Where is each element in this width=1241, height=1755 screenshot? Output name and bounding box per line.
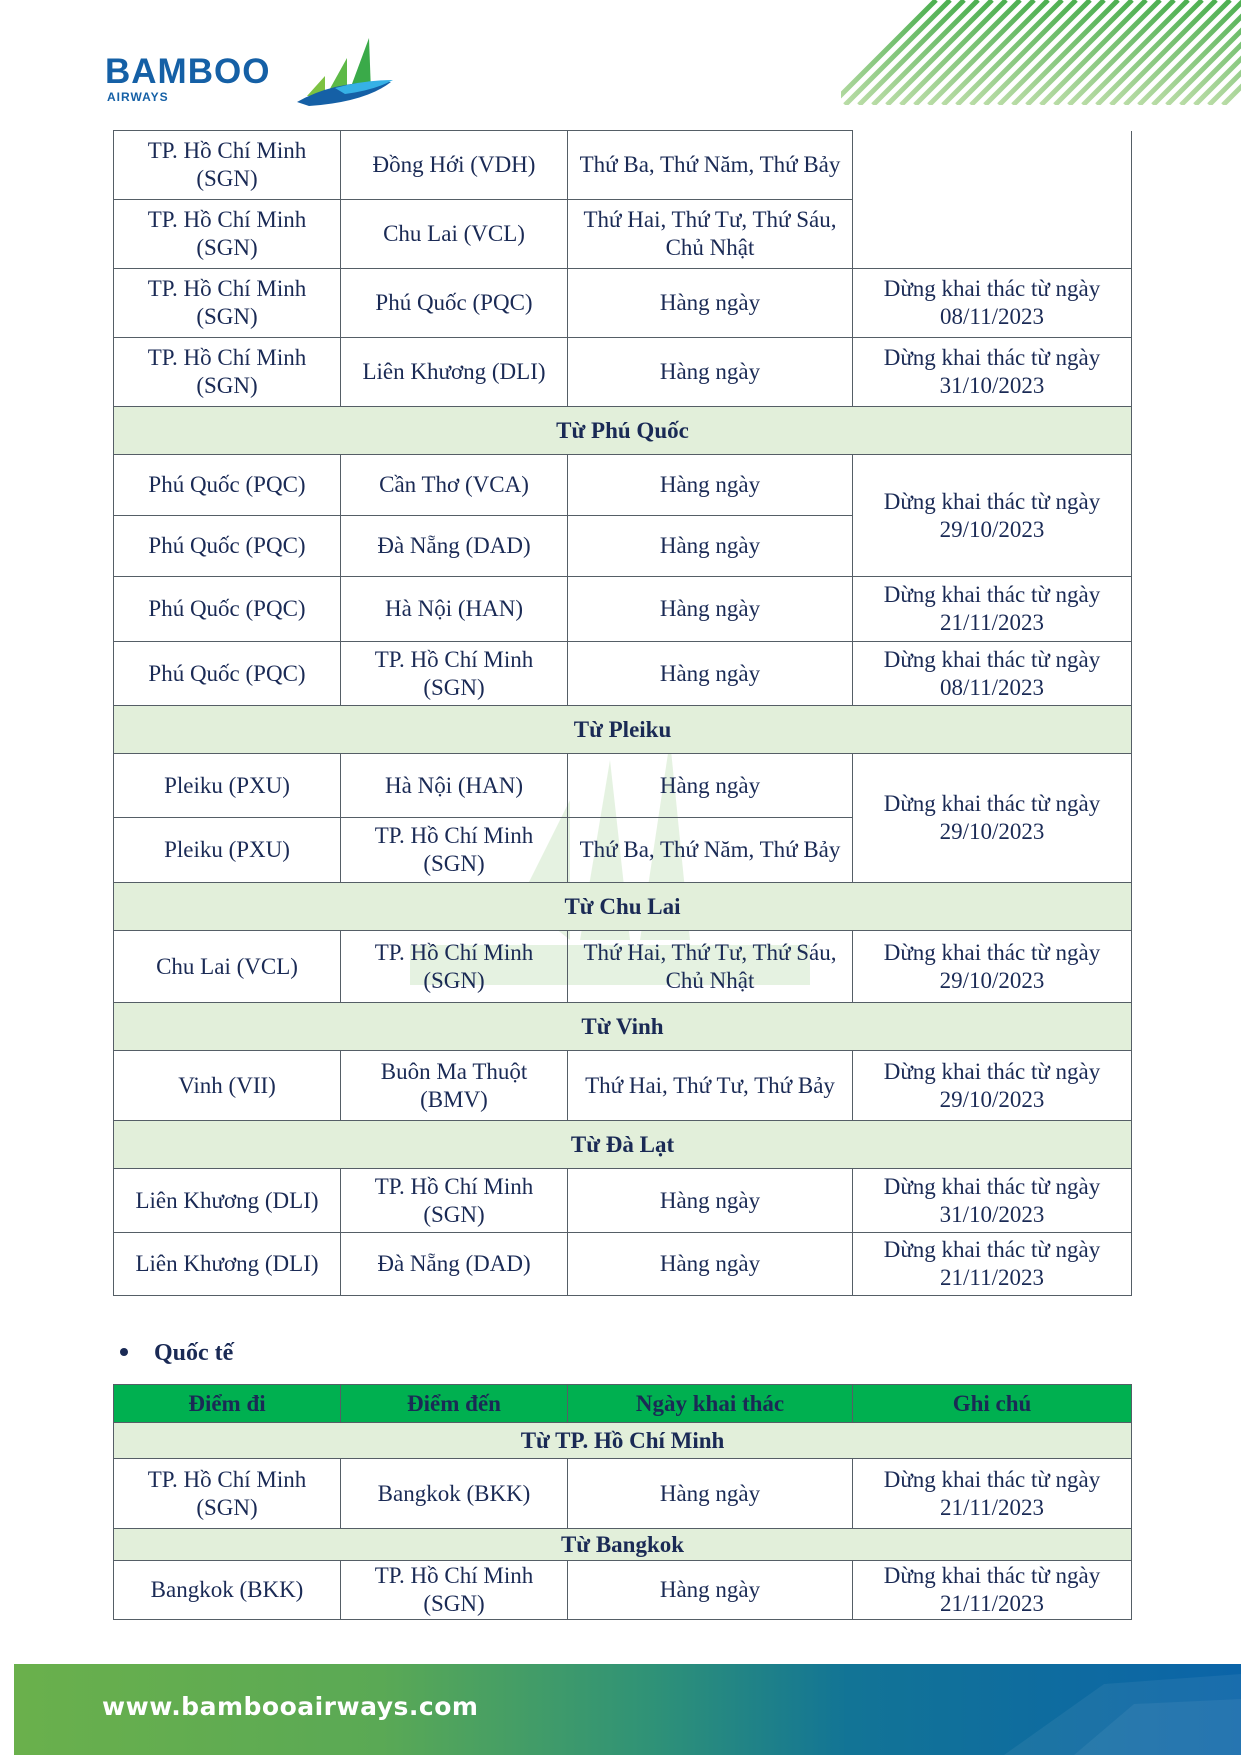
destination-cell: TP. Hồ Chí Minh (SGN) — [341, 642, 568, 706]
table-row — [114, 1233, 1132, 1296]
destination-cell: Chu Lai (VCL) — [341, 200, 568, 269]
destination-cell: TP. Hồ Chí Minh (SGN) — [341, 818, 568, 883]
section-title: Từ Chu Lai — [114, 883, 1132, 931]
note-cell: Dừng khai thác từ ngày 31/10/2023 — [853, 338, 1132, 407]
bullet-icon — [120, 1348, 128, 1356]
schedule-cell: Hàng ngày — [568, 754, 853, 818]
header-schedule: Ngày khai thác — [568, 1385, 853, 1423]
section-row-vinh — [114, 1003, 1132, 1051]
note-cell: Dừng khai thác từ ngày 29/10/2023 — [853, 455, 1132, 577]
note-cell: Dừng khai thác từ ngày 21/11/2023 — [853, 577, 1132, 642]
origin-cell: Pleiku (PXU) — [114, 818, 341, 883]
section-row-da-lat — [114, 1121, 1132, 1169]
destination-cell: Đà Nẵng (DAD) — [341, 516, 568, 577]
table-row — [114, 642, 1132, 706]
origin-cell: Liên Khương (DLI) — [114, 1233, 341, 1296]
section-title: Từ Vinh — [114, 1003, 1132, 1051]
note-cell: Dừng khai thác từ ngày 21/11/2023 — [853, 1233, 1132, 1296]
schedule-cell: Hàng ngày — [568, 1561, 853, 1620]
note-cell: Dừng khai thác từ ngày 08/11/2023 — [853, 642, 1132, 706]
schedule-cell: Hàng ngày — [568, 455, 853, 516]
destination-cell: Đồng Hới (VDH) — [341, 131, 568, 200]
table-row — [114, 1051, 1132, 1121]
section-title: Từ Đà Lạt — [114, 1121, 1132, 1169]
note-cell: Dừng khai thác từ ngày 21/11/2023 — [853, 1561, 1132, 1620]
table-row — [114, 455, 1132, 516]
destination-cell: Hà Nội (HAN) — [341, 754, 568, 818]
website-link[interactable]: www.bambooairways.com — [102, 1692, 479, 1721]
header-origin: Điểm đi — [114, 1385, 341, 1423]
origin-cell: Phú Quốc (PQC) — [114, 516, 341, 577]
logo-sub-text: AIRWAYS — [107, 90, 169, 104]
section-title: Từ Phú Quốc — [114, 407, 1132, 455]
note-cell: Dừng khai thác từ ngày 21/11/2023 — [853, 1459, 1132, 1529]
domestic-routes-table — [113, 130, 1132, 1296]
origin-cell: Phú Quốc (PQC) — [114, 642, 341, 706]
origin-cell: TP. Hồ Chí Minh (SGN) — [114, 338, 341, 407]
destination-cell: Liên Khương (DLI) — [341, 338, 568, 407]
note-cell: Dừng khai thác từ ngày 29/10/2023 — [853, 931, 1132, 1003]
header-destination: Điểm đến — [341, 1385, 568, 1423]
section-row-hcm — [114, 1423, 1132, 1459]
table-row — [114, 931, 1132, 1003]
origin-cell: Vinh (VII) — [114, 1051, 341, 1121]
table-header-row — [114, 1385, 1132, 1423]
schedule-cell: Hàng ngày — [568, 1169, 853, 1233]
origin-cell: TP. Hồ Chí Minh (SGN) — [114, 1459, 341, 1529]
destination-cell: Cần Thơ (VCA) — [341, 455, 568, 516]
header-stripes-decoration — [841, 0, 1241, 105]
origin-cell: Phú Quốc (PQC) — [114, 577, 341, 642]
schedule-cell: Hàng ngày — [568, 1459, 853, 1529]
bamboo-leaf-icon — [295, 36, 395, 108]
section-row-bangkok — [114, 1529, 1132, 1561]
table-row — [114, 577, 1132, 642]
international-heading-text: Quốc tế — [154, 1340, 234, 1366]
origin-cell: Chu Lai (VCL) — [114, 931, 341, 1003]
origin-cell: TP. Hồ Chí Minh (SGN) — [114, 200, 341, 269]
footer-banner — [14, 1664, 1241, 1755]
origin-cell: TP. Hồ Chí Minh (SGN) — [114, 269, 341, 338]
table-row — [114, 1169, 1132, 1233]
destination-cell: Bangkok (BKK) — [341, 1459, 568, 1529]
table-row — [114, 1459, 1132, 1529]
schedule-cell: Thứ Hai, Thứ Tư, Thứ Sáu, Chủ Nhật — [568, 200, 853, 269]
logo-brand-text: BAMBOO — [105, 52, 271, 91]
origin-cell: TP. Hồ Chí Minh (SGN) — [114, 131, 341, 200]
schedule-cell: Thứ Ba, Thứ Năm, Thứ Bảy — [568, 131, 853, 200]
table-row — [114, 338, 1132, 407]
origin-cell: Phú Quốc (PQC) — [114, 455, 341, 516]
origin-cell: Bangkok (BKK) — [114, 1561, 341, 1620]
note-cell: Dừng khai thác từ ngày 29/10/2023 — [853, 754, 1132, 883]
international-section-heading — [120, 1340, 233, 1367]
bamboo-airways-logo — [105, 36, 395, 108]
header-note: Ghi chú — [853, 1385, 1132, 1423]
schedule-cell: Hàng ngày — [568, 577, 853, 642]
schedule-cell: Hàng ngày — [568, 338, 853, 407]
schedule-cell: Thứ Hai, Thứ Tư, Thứ Sáu, Chủ Nhật — [568, 931, 853, 1003]
table-row — [114, 754, 1132, 818]
table-row — [114, 1561, 1132, 1620]
schedule-cell: Hàng ngày — [568, 269, 853, 338]
destination-cell: TP. Hồ Chí Minh (SGN) — [341, 1561, 568, 1620]
section-row-pleiku — [114, 706, 1132, 754]
section-title: Từ TP. Hồ Chí Minh — [114, 1423, 1132, 1459]
schedule-cell: Thứ Ba, Thứ Năm, Thứ Bảy — [568, 818, 853, 883]
destination-cell: Hà Nội (HAN) — [341, 577, 568, 642]
destination-cell: Đà Nẵng (DAD) — [341, 1233, 568, 1296]
table-row — [114, 269, 1132, 338]
note-cell: Dừng khai thác từ ngày 31/10/2023 — [853, 1169, 1132, 1233]
schedule-cell: Hàng ngày — [568, 1233, 853, 1296]
destination-cell: TP. Hồ Chí Minh (SGN) — [341, 931, 568, 1003]
section-title: Từ Bangkok — [114, 1529, 1132, 1561]
destination-cell: TP. Hồ Chí Minh (SGN) — [341, 1169, 568, 1233]
schedule-cell: Thứ Hai, Thứ Tư, Thứ Bảy — [568, 1051, 853, 1121]
origin-cell: Liên Khương (DLI) — [114, 1169, 341, 1233]
section-title: Từ Pleiku — [114, 706, 1132, 754]
note-cell: Dừng khai thác từ ngày 08/11/2023 — [853, 269, 1132, 338]
section-row-phu-quoc — [114, 407, 1132, 455]
destination-cell: Buôn Ma Thuột (BMV) — [341, 1051, 568, 1121]
note-cell: Dừng khai thác từ ngày 29/10/2023 — [853, 1051, 1132, 1121]
section-row-chu-lai — [114, 883, 1132, 931]
schedule-cell: Hàng ngày — [568, 642, 853, 706]
international-routes-table — [113, 1384, 1132, 1620]
destination-cell: Phú Quốc (PQC) — [341, 269, 568, 338]
table-row — [114, 131, 1132, 200]
note-cell-empty — [853, 131, 1132, 269]
schedule-cell: Hàng ngày — [568, 516, 853, 577]
origin-cell: Pleiku (PXU) — [114, 754, 341, 818]
